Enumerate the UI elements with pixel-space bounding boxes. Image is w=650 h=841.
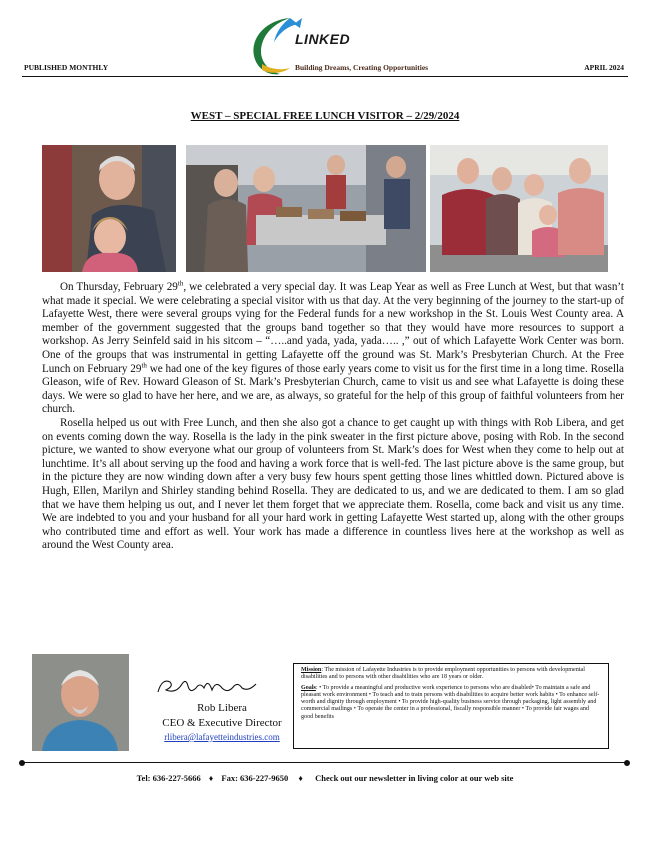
header-rule — [22, 76, 628, 77]
tagline: Building Dreams, Creating Opportunities — [295, 63, 429, 72]
goals-statement: Goals: • To provide a meaningful and productive work experience to persons who are disabled• To maintain a safe and pleasant work environment • To teach and to train persons with disabilities to acquire better work habits • To enhance self-worth and dignity through employment • To provide high-quality business service through packaging, light assembly and commercial mailings • To operate the center in a professional, fiscally responsible manner • To provide fair wages and good benefits — [301, 684, 600, 720]
photo-group-standing — [430, 145, 608, 272]
photo-volunteers-serving — [186, 145, 426, 272]
article-paragraph-1: On Thursday, February 29th, we celebrated a very special day. It was Leap Year as well as Free Lunch at West, but that wasn’t what made it special. We were celebrating a special visitor with us that day. At the very beginning of the journey to the start-up of Lafayette West, there were several groups vying for the Federal funds for a new workshop in the St. Louis West County area. A member of the government suggested that the groups band together so that they would have more resources to support a workshop. As Jerry Seinfeld said in his sitcom – “…..and yada, yada, yada….. ,” out of which Lafayette Work Center was born. One of the groups that was instrumental in getting Lafayette off the ground was St. Mark’s Presbyterian Church. At the Free Lunch on February 29th we had one of the key figures of those early years come to visit us for the first time in a long time. Rosella Gleason, wife of Rev. Howard Gleason of St. Mark’s Presbyterian Church, came to visit us and see what Lafayette is doing these days. We were so glad to have her here, and we are, as always, so grateful for the help of this group of faithful volunteers from her church. — [42, 279, 624, 416]
separator-diamond: ♦ — [208, 773, 214, 783]
article-title: WEST – SPECIAL FREE LUNCH VISITOR – 2/29/2024 — [190, 110, 460, 122]
phone-number: Tel: 636-227-5666 — [136, 773, 201, 783]
footer-rule — [22, 762, 628, 763]
photo-rosella-with-rob — [42, 145, 176, 272]
handwritten-signature — [152, 672, 262, 700]
article-paragraph-2: Rosella helped us out with Free Lunch, and then she also got a chance to get caught up with things with Rob Libera, and get on events coming down the way. Rosella is the lady in the pink sweater in the first picture above, posing with Rob. In the second picture, we wanted to show everyone what our group of volunteers from St. Mark’s does for West when they come to help out at lunchtime. It’s all about serving up the food and having a work force that is well-fed. The last picture above is the same group, but in the picture they are now winding down after a very busy few hours spent getting those lines whittled down. Pictured above is Hugh, Ellen, Marilyn and Shirley standing behind Rosella. They are dedicated to us, and we are dedicated to them. I am so glad that we have them helping us out, and I never let them forget that we appreciate them. Rosella, come back and visit us any time. We are indebted to you and your husband for all your hard work in getting Lafayette West started up, along with the other groups who contributed time and effort as well. Your work has made a difference in countless lives here at the workshop as well as around the West County area. — [42, 416, 624, 552]
contact-line — [0, 773, 650, 783]
signer-email-link[interactable]: rlibera@lafayetteindustries.com — [164, 732, 280, 742]
logo-wordmark: LINKED — [295, 31, 351, 47]
portrait-rob-libera — [32, 654, 129, 751]
signer-title: CEO & Executive Director — [162, 717, 282, 729]
mission-statement: Mission: The mission of Lafayette Industries is to provide employment opportunities to persons with developmental disabilities and to persons with other disabilities who are 18 years or older. — [301, 667, 585, 681]
rule-end-dot — [624, 760, 630, 766]
published-frequency: PUBLISHED MONTHLY — [24, 63, 109, 72]
website-note: Check out our newsletter in living color at our web site — [315, 773, 514, 783]
article-body — [42, 281, 624, 553]
rule-end-dot — [19, 760, 25, 766]
issue-date: APRIL 2024 — [584, 63, 624, 72]
mission-box — [293, 663, 609, 749]
fax-number: Fax: 636-227-9650 — [221, 773, 289, 783]
separator-diamond: ♦ — [296, 773, 308, 783]
signer-name: Rob Libera — [197, 702, 247, 714]
